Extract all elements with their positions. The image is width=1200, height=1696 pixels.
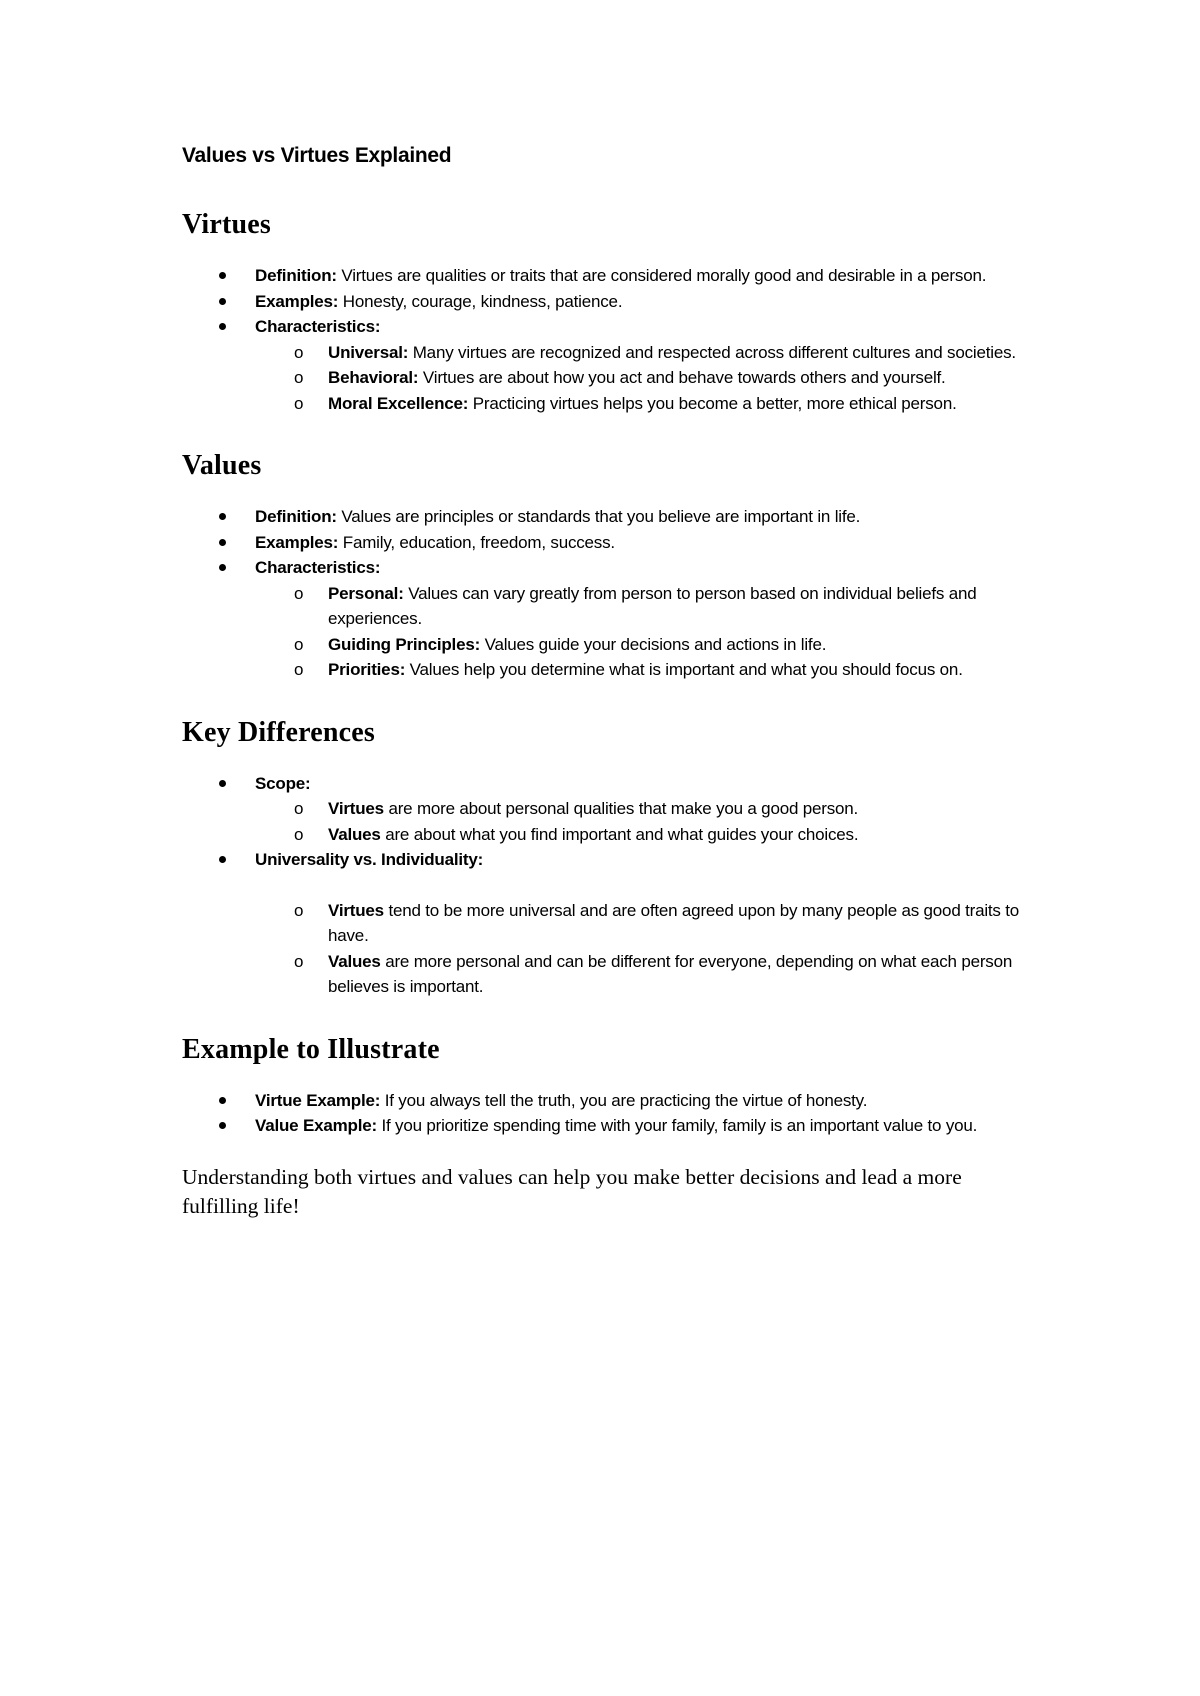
list-item <box>182 1113 1042 1139</box>
item-text: If you always tell the truth, you are practicing the virtue of honesty. <box>380 1090 868 1110</box>
sub-list-item <box>255 898 1042 949</box>
values-list <box>182 504 1042 683</box>
blank-line <box>255 873 1042 898</box>
sub-list <box>255 898 1042 1000</box>
sub-list <box>255 796 1042 847</box>
sub-list-item <box>255 949 1042 1000</box>
closing-paragraph: Understanding both virtues and values can help you make better decisions and lead a more fulfilling life! <box>182 1164 962 1218</box>
sub-item-text: tend to be more universal and are often agreed upon by many people as good traits to have. <box>328 900 1020 945</box>
item-label: Definition: <box>255 266 337 285</box>
document-title: Values vs Virtues Explained <box>182 144 452 167</box>
sub-list-item <box>255 632 1042 658</box>
bullet-icon <box>219 1097 226 1104</box>
list-item <box>182 263 1042 289</box>
sub-bullet-icon: o <box>294 583 304 603</box>
section-heading-key-differences: Key Differences <box>182 716 375 748</box>
list-item <box>182 314 1042 416</box>
item-label: Scope: <box>255 773 311 793</box>
bullet-icon <box>219 298 226 305</box>
section-heading-values: Values <box>182 450 262 481</box>
sub-item-text: Virtues are about how you act and behave towards others and yourself. <box>418 368 946 387</box>
sub-bullet-icon: o <box>294 368 304 387</box>
bullet-icon <box>219 323 226 330</box>
item-text: Honesty, courage, kindness, patience. <box>338 291 623 311</box>
sub-item-label: Virtues <box>328 799 384 818</box>
sub-item-label: Values <box>328 824 381 844</box>
list-item <box>182 530 1042 556</box>
example-list <box>182 1088 1042 1139</box>
sub-list-item <box>255 796 1042 822</box>
sub-item-label: Virtues <box>328 900 384 920</box>
bullet-icon <box>219 780 226 787</box>
sub-item-text: Practicing virtues helps you become a better, more ethical person. <box>468 393 957 413</box>
sub-item-label: Universal: <box>328 342 409 362</box>
sub-list-item <box>255 340 1042 366</box>
section-heading-example: Example to Illustrate <box>182 1033 440 1065</box>
sub-list <box>255 340 1042 417</box>
sub-bullet-icon: o <box>294 951 304 971</box>
list-item <box>182 555 1042 683</box>
list-item <box>182 847 1042 1000</box>
item-text: Values are principles or standards that you believe are important in life. <box>336 507 861 526</box>
sub-list-item <box>255 657 1042 683</box>
sub-list <box>255 581 1042 683</box>
item-label: Examples: <box>255 532 339 552</box>
list-item <box>182 1088 1042 1114</box>
sub-list-item <box>255 365 1042 391</box>
sub-item-label: Values <box>328 951 381 971</box>
item-text: If you prioritize spending time with your family, family is an important value to you. <box>376 1116 978 1135</box>
sub-item-text: Values help you determine what is important and what you should focus on. <box>405 660 963 679</box>
sub-item-label: Moral Excellence: <box>328 393 469 413</box>
bullet-icon <box>219 513 226 520</box>
differences-list <box>182 771 1042 1000</box>
sub-item-text: are more personal and can be different for everyone, depending on what each person believes is important. <box>328 951 1013 996</box>
bullet-icon <box>219 1122 226 1129</box>
sub-bullet-icon: o <box>294 342 304 362</box>
list-item <box>182 771 1042 848</box>
sub-bullet-icon: o <box>294 393 304 413</box>
sub-item-text: are more about personal qualities that make you a good person. <box>383 799 859 818</box>
item-text: Family, education, freedom, success. <box>338 532 615 552</box>
item-label: Characteristics: <box>255 317 381 336</box>
sub-item-label: Priorities: <box>328 660 406 679</box>
document-page <box>182 143 1042 1221</box>
sub-list-item <box>255 822 1042 848</box>
item-label: Universality vs. Individuality: <box>255 850 484 869</box>
item-text: Virtues are qualities or traits that are considered morally good and desirable in a person. <box>336 266 987 285</box>
item-label: Virtue Example: <box>255 1090 381 1110</box>
list-item <box>182 289 1042 315</box>
sub-list-item <box>255 391 1042 417</box>
sub-bullet-icon: o <box>294 660 304 679</box>
sub-item-text: Values guide your decisions and actions in life. <box>480 634 827 654</box>
virtues-list <box>182 263 1042 416</box>
sub-item-label: Personal: <box>328 583 404 603</box>
bullet-icon <box>219 539 226 546</box>
sub-item-label: Behavioral: <box>328 368 419 387</box>
list-item <box>182 504 1042 530</box>
sub-bullet-icon: o <box>294 634 304 654</box>
sub-item-label: Guiding Principles: <box>328 634 481 654</box>
item-label: Characteristics: <box>255 558 381 577</box>
sub-bullet-icon: o <box>294 824 304 844</box>
sub-item-text: Many virtues are recognized and respected across different cultures and societies. <box>408 342 1016 362</box>
item-label: Definition: <box>255 507 337 526</box>
item-label: Examples: <box>255 291 339 311</box>
sub-item-text: are about what you find important and what guides your choices. <box>380 824 859 844</box>
sub-item-text: Values can vary greatly from person to person based on individual beliefs and experiences. <box>328 583 977 628</box>
section-heading-virtues: Virtues <box>182 209 272 240</box>
item-label: Value Example: <box>255 1116 377 1135</box>
bullet-icon <box>219 856 226 863</box>
bullet-icon <box>219 272 226 279</box>
sub-list-item <box>255 581 1042 632</box>
bullet-icon <box>219 564 226 571</box>
sub-bullet-icon: o <box>294 799 304 818</box>
sub-bullet-icon: o <box>294 900 304 920</box>
